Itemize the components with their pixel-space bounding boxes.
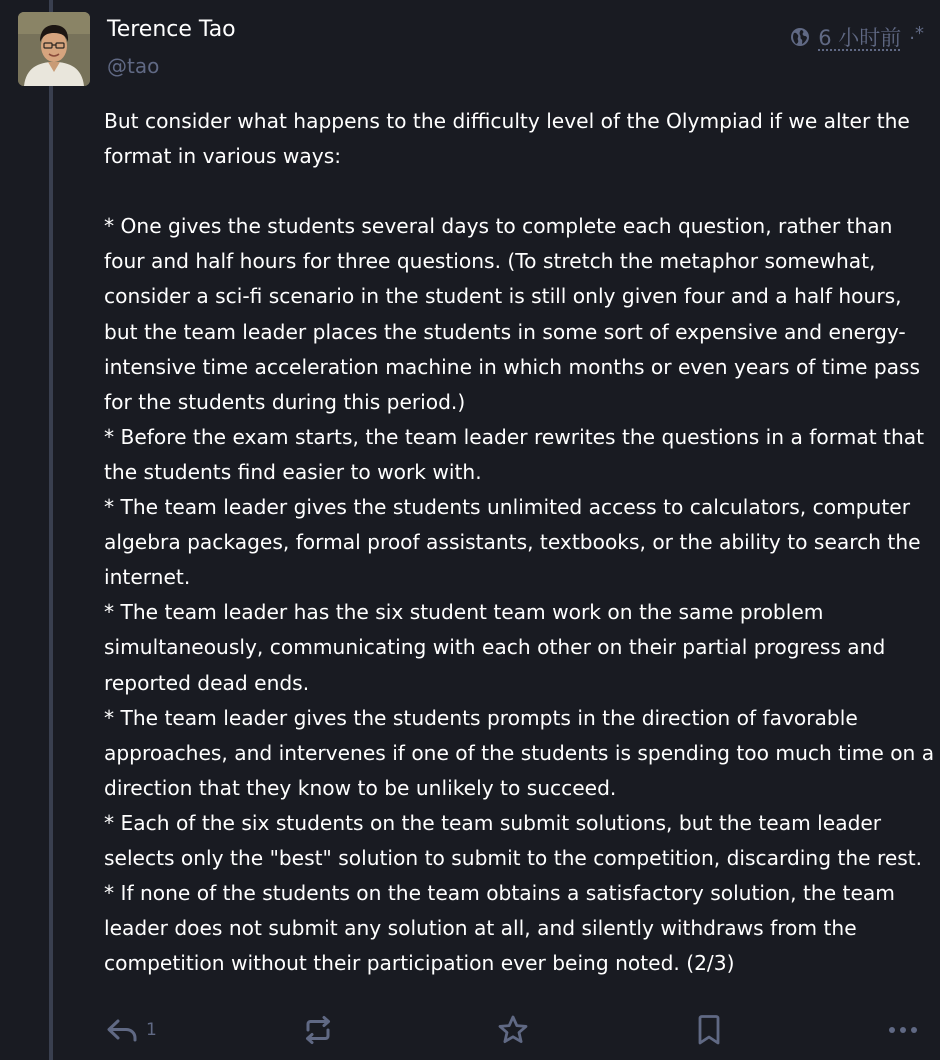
post-meta — [790, 22, 924, 52]
content-line: approaches, and intervenes if one of the students is spending too much time on a — [104, 740, 935, 765]
content-line: four and half hours for three questions. (To stretch the metaphor somewhat, — [104, 249, 876, 274]
bookmark-button[interactable] — [696, 1010, 722, 1050]
content-line: algebra packages, formal proof assistants, textbooks, or the ability to search the — [104, 530, 921, 555]
content-line: direction that they know to be unlikely to succeed. — [104, 775, 617, 800]
more-options-button[interactable] — [888, 1010, 918, 1050]
content-line: * The team leader has the six student team work on the same problem — [104, 600, 824, 625]
edited-marker[interactable]: .* — [909, 22, 924, 44]
globe-icon — [790, 27, 810, 47]
content-line: * If none of the students on the team obtains a satisfactory solution, the team — [104, 881, 895, 906]
content-line: intensive time acceleration machine in which months or even years of time pass — [104, 354, 921, 379]
post-content — [104, 104, 935, 981]
reply-icon — [106, 1017, 138, 1043]
content-line: but the team leader places the students in some sort of expensive and energy- — [104, 319, 906, 344]
content-line: selects only the "best" solution to submit to the competition, discarding the rest. — [104, 845, 923, 870]
content-line: competition without their participation ever being noted. (2/3) — [104, 951, 735, 976]
boost-button[interactable] — [302, 1010, 334, 1050]
star-icon — [497, 1014, 529, 1046]
author-handle[interactable]: @tao — [107, 54, 160, 78]
thread-line — [49, 0, 53, 1060]
favourite-button[interactable] — [497, 1010, 529, 1050]
boost-icon — [302, 1015, 334, 1045]
content-line: consider a sci-fi scenario in the student is still only given four and a half hours, — [104, 284, 902, 309]
content-line: * The team leader gives the students prompts in the direction of favorable — [104, 705, 858, 730]
post-timestamp[interactable]: 6 小时前 — [818, 26, 902, 50]
reply-count: 1 — [146, 1020, 157, 1040]
content-line: reported dead ends. — [104, 670, 310, 695]
post-action-bar — [0, 1010, 940, 1050]
author-display-name[interactable]: Terence Tao — [107, 17, 236, 42]
reply-button[interactable] — [106, 1010, 157, 1050]
content-line: But consider what happens to the difficulty level of the Olympiad if we alter the — [104, 109, 910, 133]
content-line: the students find easier to work with. — [104, 459, 482, 484]
avatar[interactable] — [18, 12, 90, 86]
bookmark-icon — [696, 1014, 722, 1046]
more-icon — [888, 1025, 918, 1035]
content-line: simultaneously, communicating with each other on their partial progress and — [104, 635, 886, 660]
content-line: * The team leader gives the students unlimited access to calculators, computer — [104, 495, 910, 520]
content-line: * One gives the students several days to complete each question, rather than — [104, 214, 893, 239]
content-line: * Before the exam starts, the team leader rewrites the questions in a format that — [104, 424, 925, 449]
avatar-photo — [18, 12, 90, 86]
content-line: * Each of the six students on the team submit solutions, but the team leader — [104, 810, 882, 835]
content-line: internet. — [104, 565, 191, 590]
content-line: leader does not submit any solution at all, and silently withdraws from the — [104, 916, 857, 941]
content-line: format in various ways: — [104, 144, 342, 169]
content-line: for the students during this period.) — [104, 389, 466, 414]
content-blank-line — [104, 174, 932, 209]
